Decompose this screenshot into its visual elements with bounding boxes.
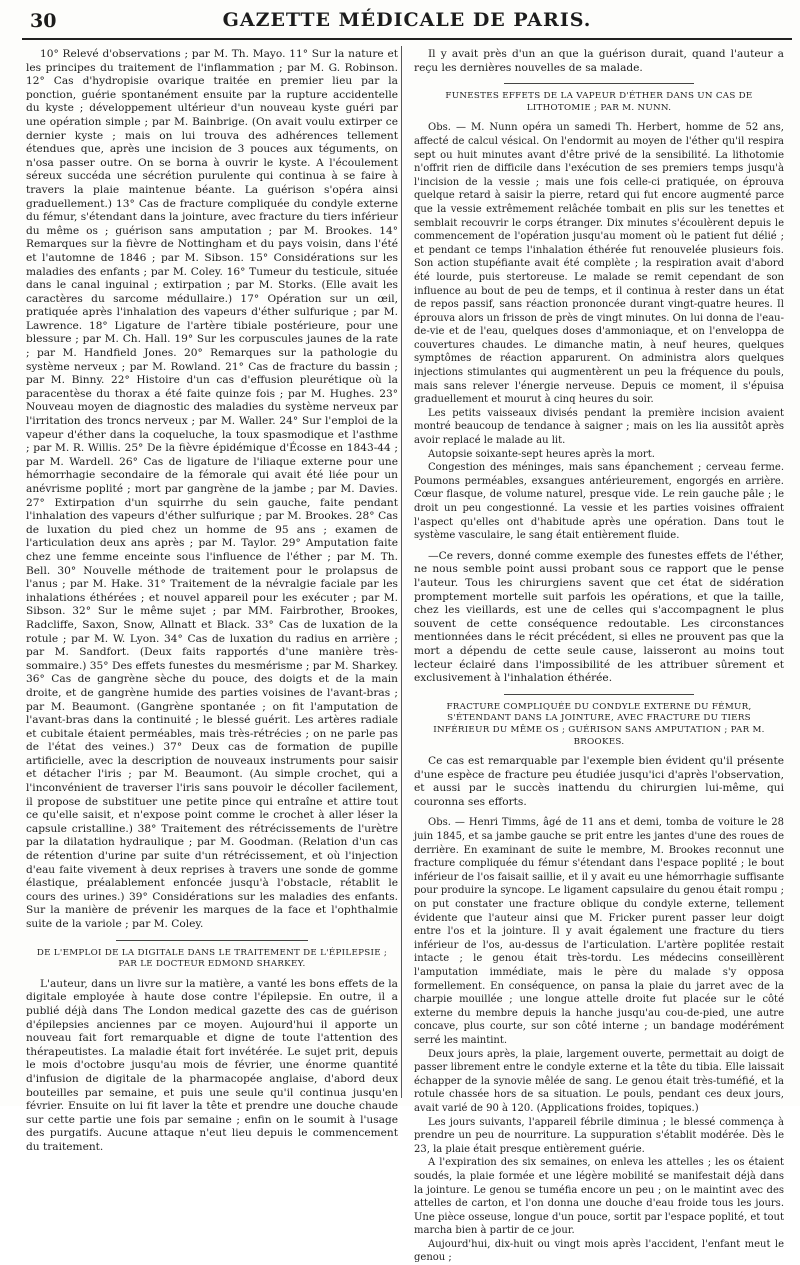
article-paragraph: Congestion des méninges, mais sans épanchement ; cerveau ferme. Poumons perméables, exsangues antérieurement, engorgés en arrière. Cœur flasque, de volume naturel, presque vide. Le rein gauche pâle ; le droit un peu congestionné. La vessie et les parties voisines offraient l'aspect qu'elles ont d'habitude après une opération. Dans tout le système vasculaire, le sang était entièrement fluide. <box>414 462 784 542</box>
article-paragraph: —Ce revers, donné comme exemple des funestes effets de l'éther, ne nous semble point aussi probant sous ce rapport que le pense l'auteur. Tous les chirurgiens savent que cet état de sidération promptement mortelle suit parfois les opérations, et que la taille, chez les vieillards, est une de celles qui s'accompagnent le plus souvent de cette conséquence redoutable. Les circonstances mentionnées dans le récit précédent, si elles ne prouvent pas que la mort a dépendu de cette seule cause, laisseront au moins tout lecteur éclairé dans l'impossibilité de les attribuer sûrement et exclusivement à l'inhalation éthérée. <box>414 549 784 685</box>
article-paragraph: Ce cas est remarquable par l'exemple bien évident qu'il présente d'une espèce de fracture peu étudiée jusqu'ici d'après l'observation, et aussi par le succès inattendu du chirurgien lui-même, qui couronna ses efforts. <box>414 755 784 808</box>
page-number: 30 <box>30 10 57 32</box>
autopsy-label: Autopsie soixante-sept heures après la mort. <box>428 448 655 460</box>
left-column <box>26 48 399 1153</box>
section-heading-fracture: FRACTURE COMPLIQUÉE DU CONDYLE EXTERNE DU FÉMUR, S'ÉTENDANT DANS LA JOINTURE, AVEC FRACTURE DU TIERS INFÉRIEUR DU MÊME OS ; GUÉRISON SANS AMPUTATION ; PAR M. BROOKES. <box>433 701 765 747</box>
right-column <box>414 48 784 1264</box>
section-heading-lithotomie: FUNESTES EFFETS DE LA VAPEUR D'ÉTHER DANS UN CAS DE LITHOTOMIE ; PAR M. NUNN. <box>445 91 753 113</box>
article-paragraph: L'auteur, dans un livre sur la matière, a vanté les bons effets de la digitale employée à haute dose contre l'épilepsie. En outre, il a publié déjà dans The London medical gazette des cas de guérison d'épilepsies anciennes par ce moyen. Aujourd'hui il apporte un nouveau fait fort remarquable et digne de toute l'attention des thérapeutistes. La maladie était fort invétérée. Le sujet prit, depuis le mois d'octobre jusqu'au mois de février, une énorme quantité d'infusion de digitale de la pharmacopée anglaise, d'abord deux bouteilles par semaine, et puis une seule qu'il continua jusqu'en février. Ensuite on lui fit laver la tête et prendre une douche chaude sur cette partie une fois par semaine ; enfin on le soumit à l'usage des purgatifs. Aucune attaque n'eut lieu depuis le commencement du traitement. <box>26 977 398 1153</box>
journal-title: GAZETTE MÉDICALE DE PARIS. <box>222 9 592 31</box>
column-divider <box>401 46 402 1098</box>
article-paragraph: Deux jours après, la plaie, largement ouverte, permettait au doigt de passer librement entre le condyle externe et la tête du tibia. Elle laissait échapper de la synovie mêlée de sang. Le genou était très-tuméfié, et la rotule chassée hors de sa situation. Le pouls, pendant ces deux jours, avait varié de 90 à 120. (Applications froides, topiques.) <box>414 1048 784 1114</box>
intro-paragraph: Il y avait près d'un an que la guérison durait, quand l'auteur a reçu les dernières nouvelles de sa malade. <box>414 48 784 74</box>
list-of-papers: 10° Relevé d'observations ; par M. Th. Mayo. 11° Sur la nature et les principes du traitement de l'inflammation ; par M. G. Robinson. 12° Cas d'hydropisie ovarique traitée en premier lieu par la ponction, guérie spontanément ensuite par la rupture accidentelle du kyste ; développement ultérieur d'un nouveau kyste guéri par une opération simple ; par M. Bainbrige. (On avait voulu extirper ce dernier kyste ; mais on lui trouva des adhérences tellement étendues que, après une incision de 3 pouces aux téguments, on n'osa passer outre. On se borna à ouvrir le kyste. A l'écoulement séreux succéda une sécrétion purulente qui continua à se faire à travers la plaie maintenue béante. La guérison s'opéra ainsi graduellement.) 13° Cas de fracture compliquée du condyle externe du fémur, s'étendant dans la jointure, avec fracture du tiers inférieur du même os ; guérison sans amputation ; par M. Brookes. 14° Remarques sur la fièvre de Nottingham et du pays voisin, dans l'été et l'automne de 1846 ; par M. Sibson. 15° Considérations sur les maladies des enfants ; par M. Coley. 16° Tumeur du testicule, située dans le canal inguinal ; extirpation ; par M. Storks. (Elle avait les caractères du sarcome médullaire.) 17° Opération sur un œil, pratiquée après l'inhalation des vapeurs d'éther sulfurique ; par M. Lawrence. 18° Ligature de l'artère tibiale postérieure, pour une blessure ; par M. Ch. Hall. 19° Sur les corpuscules jaunes de la rate ; par M. Handfield Jones. 20° Remarques sur la pathologie du système nerveux ; par M. Rowland. 21° Cas de fracture du bassin ; par M. Binny. 22° Histoire d'un cas d'effusion pleurétique où la paracentèse du thorax a été faite quinze fois ; par M. Hughes. 23° Nouveau moyen de diagnostic des maladies du système nerveux par l'irritation des troncs nerveux ; par M. Waller. 24° Sur l'emploi de la vapeur d'éther dans la coqueluche, la toux spasmodique et l'asthme ; par M. R. Willis. 25° De la fièvre épidémique d'Écosse en 1843-44 ; par M. Wardell. 26° Cas de ligature de l'iliaque externe pour une hémorrhagie secondaire de la fémorale qui avait été liée pour un anévrisme poplité ; mort par gangrène de la jambe ; par M. Davies. 27° Extirpation d'un squirrhe du sein gauche, faite pendant l'inhalation des vapeurs d'éther sulfurique ; par M. Brookes. 28° Cas de luxation du pied chez un homme de 95 ans ; examen de l'articulation deux ans après ; par M. Taylor. 29° Amputation faite chez une femme enceinte sous l'influence de l'éther ; par M. Th. Bell. 30° Nouvelle méthode de traitement pour le prolapsus de l'anus ; par M. Hake. 31° Traitement de la névralgie faciale par les inhalations éthérées ; et nouvel appareil pour les exécuter ; par M. Sibson. 32° Sur le même sujet ; par MM. Fairbrother, Brookes, Radcliffe, Saxon, Snow, Allnatt et Black. 33° Cas de luxation de la rotule ; par M. W. Lyon. 34° Cas de luxation du radius en arrière ; par M. Sandfort. (Deux faits rapportés d'une manière très-sommaire.) 35° Des effets funestes du mesmérisme ; par M. Sharkey. 36° Cas de gangrène sèche du pouce, des doigts et de la main droite, et de gangrène humide des parties voisines de l'avant-bras ; par M. Beaumont. (Gangrène spontanée ; on fit l'amputation de l'avant-bras dans la continuité ; le blessé guérit. Les artères radiale et cubitale étaient perméables, mais très-rétrécies ; on ne parle pas de l'état des veines.) 37° Deux cas de formation de pupille artificielle, avec la description de nouveaux instruments pour saisir et détacher l'iris ; par M. Beaumont. (Au simple crochet, qui a l'inconvénient de traverser l'iris sans pouvoir le décoller facilement, il propose de substituer une petite pince qui entraîne et attire tout ce qu'elle saisit, et n'expose point comme le crochet à aller léser la capsule cristalline.) 38° Traitement des rétrécissements de l'urètre par la dilatation hydraulique ; par M. Goodman. (Relation d'un cas de rétention d'urine par suite d'un rétrécissement, et où l'injection d'eau faite vivement à deux reprises à travers une sonde de gomme élastique, préalablement enfoncée jusqu'à l'obstacle, rétablit le cours des urines.) 39° Considérations sur les maladies des enfants. Sur la manière de prévenir les marques de la face et l'ophthalmie suite de la variole ; par M. Coley. <box>26 48 399 930</box>
article-paragraph: Les jours suivants, l'appareil fébrile diminua ; le blessé commença à prendre un peu de nourriture. La suppuration s'établit modérée. Dès le 23, la plaie était presque entièrement guérie. <box>414 1116 784 1155</box>
article-paragraph: Aujourd'hui, dix-huit ou vingt mois après l'accident, l'enfant meut le genou ; <box>414 1238 784 1264</box>
section-rule <box>116 940 308 941</box>
article-paragraph: A l'expiration des six semaines, on enleva les attelles ; les os étaient soudés, la plaie formée et une légère mobilité se manifestait déjà dans la jointure. Le genou se tuméfia encore un peu ; on le maintint avec des attelles de carton, et l'on donna une douche d'eau froide tous les jours. Une pièce osseuse, longue d'un pouce, sortit par l'espace poplité, et tout marcha bien à partir de ce jour. <box>414 1157 784 1237</box>
section-rule <box>504 694 694 695</box>
page-header <box>22 8 792 40</box>
section-rule <box>504 83 694 84</box>
article-paragraph: Obs. — Henri Timms, âgé de 11 ans et demi, tomba de voiture le 28 juin 1845, et sa jambe gauche se prit entre les jantes d'une des roues de derrière. En examinant de suite le membre, M. Brookes reconnut une fracture compliquée du fémur s'étendant dans l'espace poplité ; le bout inférieur de l'os faisait saillie, et il y avait eu une hémorrhagie suffisante pour produire la syncope. Le ligament capsulaire du genou était rompu ; on put constater une fracture oblique du condyle externe, tellement évidente que l'auteur ainsi que M. Fricker purent passer leur doigt entre l'os et la jointure. Il y avait également une fracture du tiers inférieur de l'os, au-dessus de l'articulation. L'artère poplitée restait intacte ; le genou était très-tordu. Les médecins conseillèrent l'amputation immédiate, mais le père du malade s'y opposa formellement. En conséquence, on pansa la plaie du jarret avec de la charpie mouillée ; une longue attelle droite fut placée sur le côté externe du membre depuis la hanche jusqu'au cou-de-pied, une autre concave, plus courte, sur son côté interne ; un bandage modérément serré les maintint. <box>414 817 784 1046</box>
section-heading-digitale: DE L'EMPLOI DE LA DIGITALE DANS LE TRAITEMENT DE L'ÉPILEPSIE ; PAR LE DOCTEUR EDMOND SHARKEY. <box>36 947 388 970</box>
article-paragraph: Les petits vaisseaux divisés pendant la première incision avaient montré beaucoup de tendance à saigner ; mais on les lia aussitôt après avoir replacé le malade au lit. <box>414 407 784 447</box>
article-paragraph: Obs. — M. Nunn opéra un samedi Th. Herbert, homme de 52 ans, affecté de calcul vésical. On l'endormit au moyen de l'éther qu'il respira sept ou huit minutes avant d'être privé de la sensibilité. La lithotomie n'offrit rien de difficile dans l'exécution de ses premiers temps jusqu'à l'incision de la vessie ; mais une fois celle-ci pratiquée, on éprouva quelque retard à saisir la pierre, retard qui fut encore augmenté parce que la vessie extrêmement relâchée tombait en plis sur les tenettes et semblait recouvrir le corps étranger. Dix minutes s'écoulèrent depuis le commencement de l'opération jusqu'au moment où le patient fut délié ; et pendant ce temps l'inhalation éthérée fut renouvelée plusieurs fois. Son action stupéfiante avait été complète ; la respiration avait d'abord été lourde, puis stertoreuse. Le malade se remit cependant de son influence au bout de peu de temps, et il continua à rester dans un état de repos passif, sans réaction prononcée durant vingt-quatre heures. Il éprouva alors un frisson de près de vingt minutes. On lui donna de l'eau-de-vie et de l'eau, quelques doses d'ammoniaque, et on l'enveloppa de couvertures chaudes. Le dimanche matin, à neuf heures, quelques symptômes de réaction apparurent. On administra alors quelques injections stimulantes qui augmentèrent un peu la fréquence du pouls, mais sans relever l'énergie nerveuse. Depuis ce moment, il s'épuisa graduellement et mourut à cinq heures du soir. <box>414 122 784 406</box>
